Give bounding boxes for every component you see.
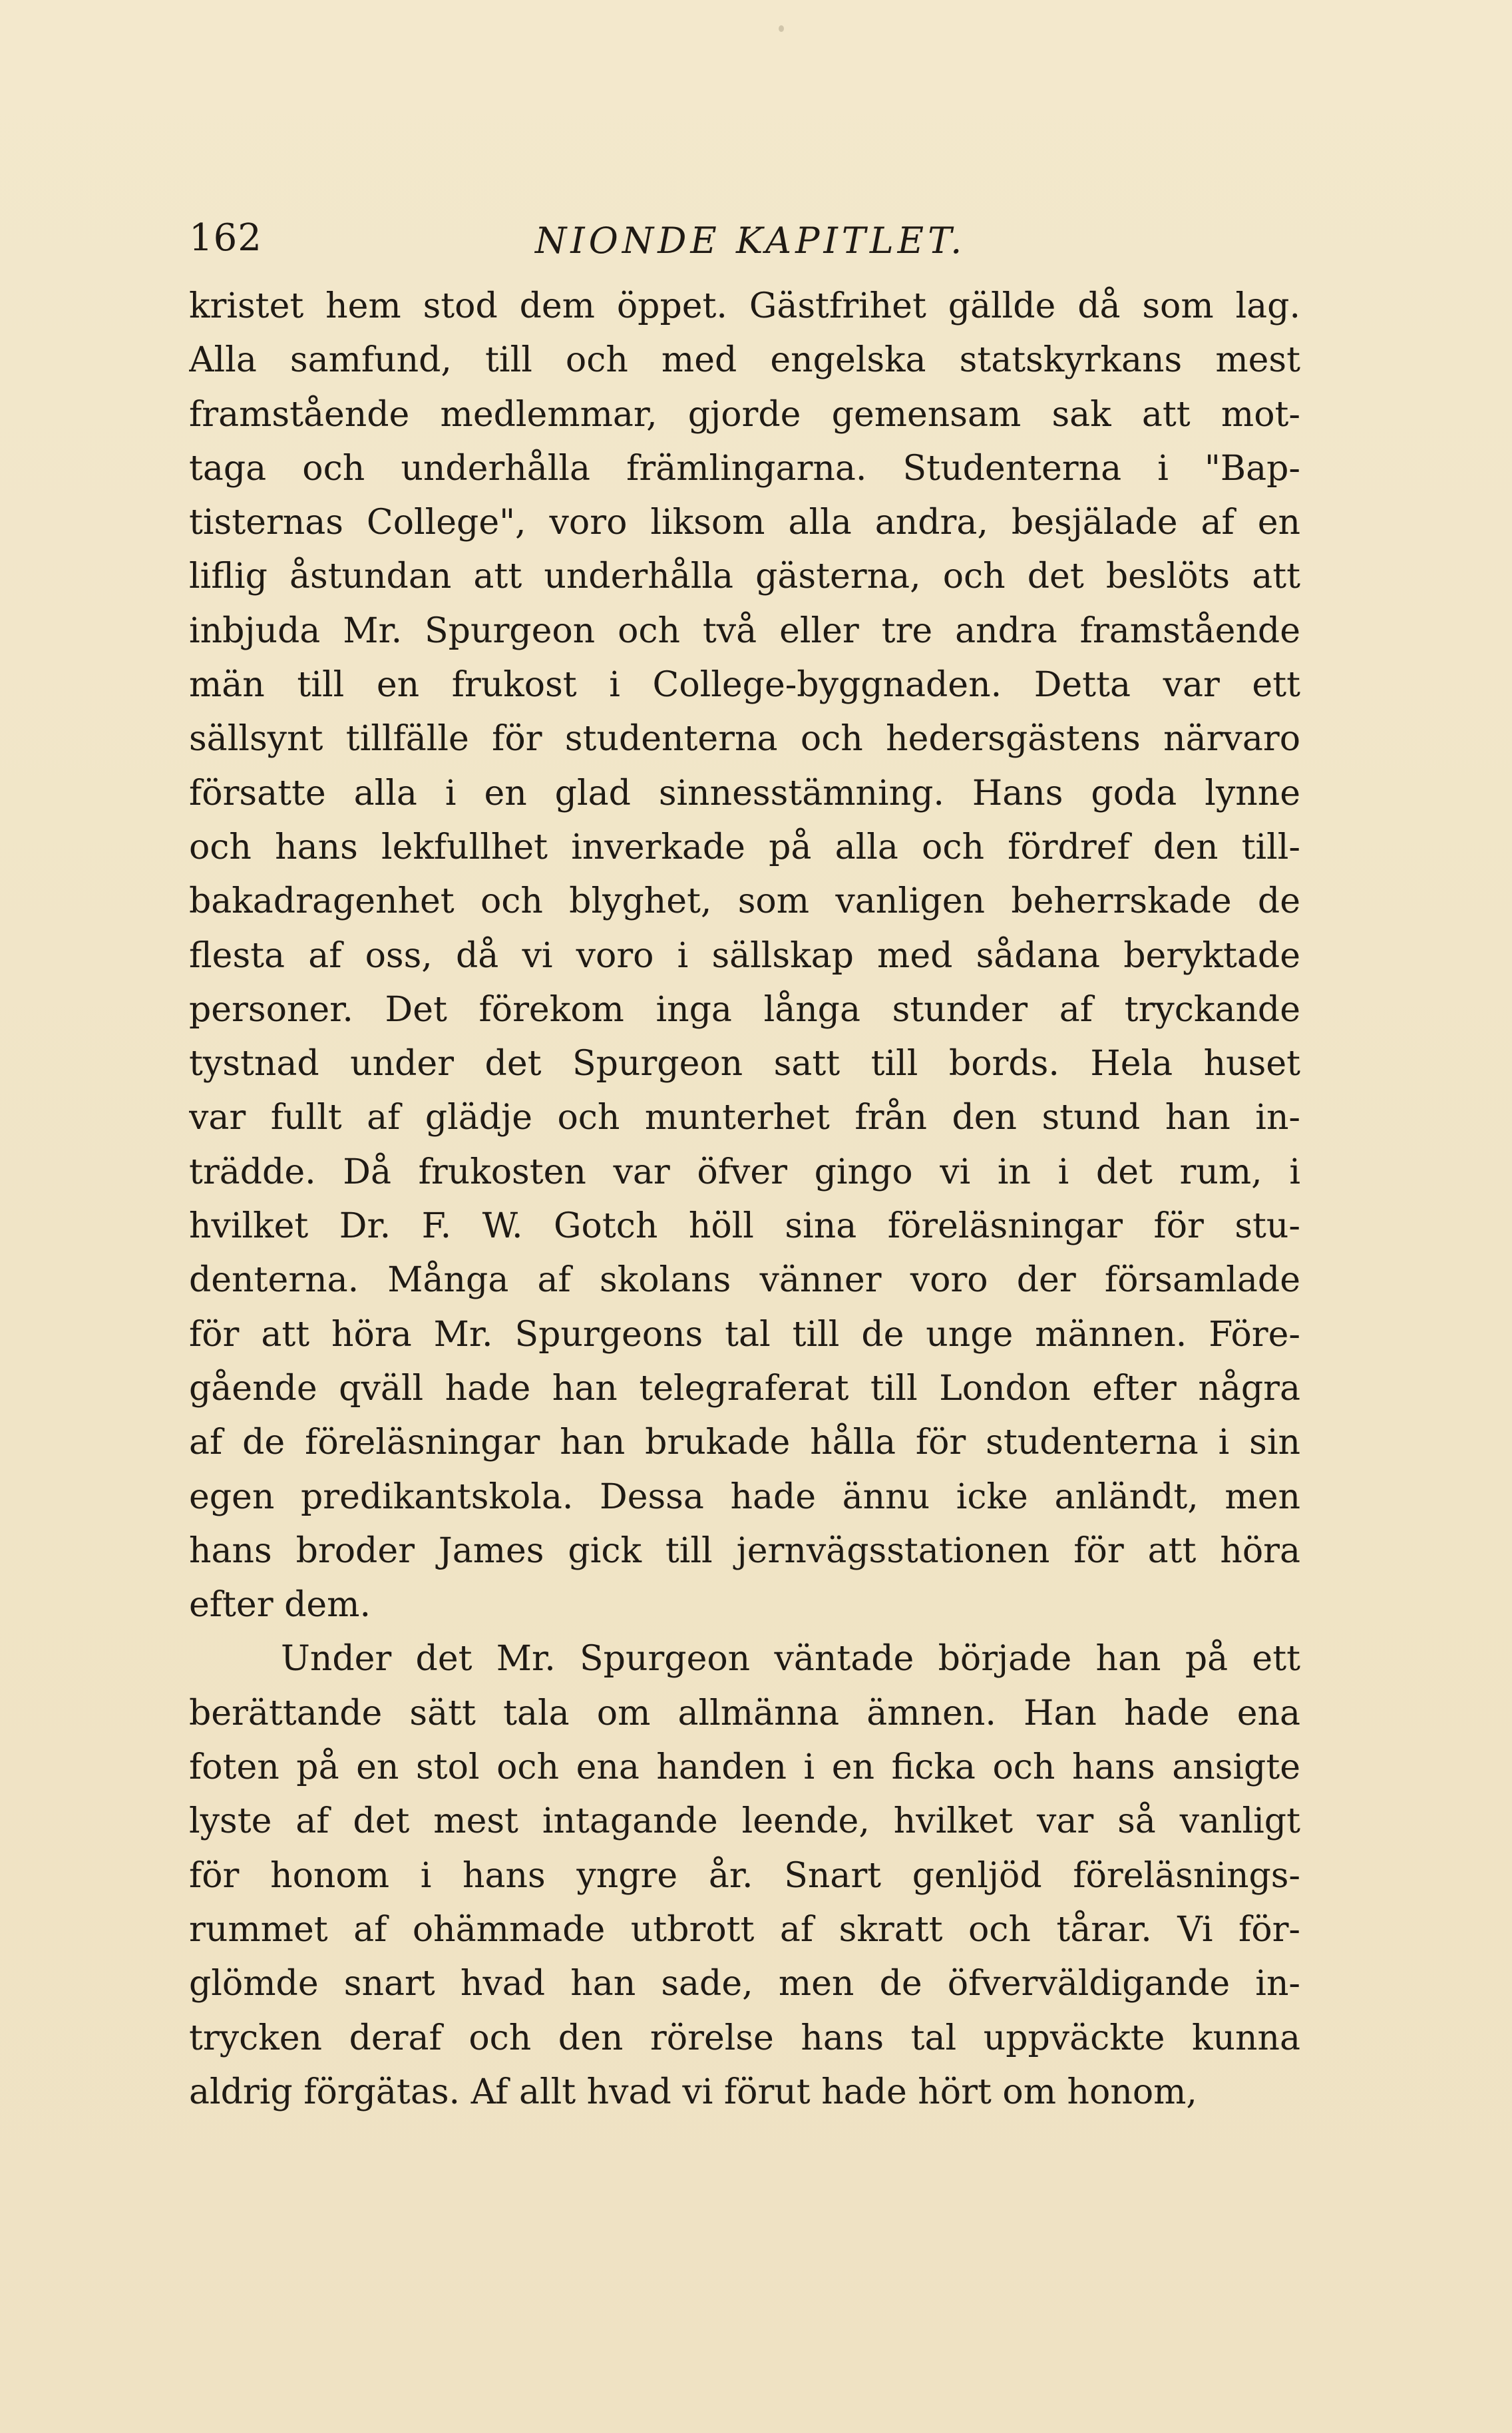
text-line: liflig åstundan att underhålla gästerna, och det beslöts att [189, 556, 1300, 597]
text-line: bakadragenhet och blyghet, som vanligen beherrskade de [189, 881, 1300, 922]
text-line: framstående medlemmar, gjorde gemensam sak att mot- [189, 394, 1300, 435]
paragraph-end-line: efter dem. [189, 1585, 371, 1626]
text-line: tisternas College", voro liksom alla andra, besjälade af en [189, 503, 1300, 543]
paper-speck [779, 25, 784, 32]
text-line: män till en frukost i College-byggnaden. Detta var ett [189, 665, 1300, 706]
text-line: trädde. Då frukosten var öfver gingo vi in i det rum, i [189, 1152, 1300, 1192]
text-line: för honom i hans yngre år. Snart genljöd föreläsnings- [189, 1855, 1300, 1896]
text-line: hvilket Dr. F. W. Gotch höll sina föreläsningar för stu- [189, 1206, 1300, 1247]
body-text [189, 280, 1300, 2119]
paragraph-start-line: Under det Mr. Spurgeon väntade började han på ett [281, 1639, 1300, 1679]
text-line: försatte alla i en glad sinnesstämning. Hans goda lynne [189, 773, 1300, 813]
text-line: lyste af det mest intagande leende, hvilket var så vanligt [189, 1801, 1300, 1842]
text-line: inbjuda Mr. Spurgeon och två eller tre andra framstående [189, 610, 1300, 651]
text-line: hans broder James gick till jernvägsstationen för att höra [189, 1530, 1300, 1571]
text-line: af de föreläsningar han brukade hålla för studenterna i sin [189, 1423, 1300, 1463]
text-line: aldrig förgätas. Af allt hvad vi förut hade hört om honom, [189, 2072, 1197, 2112]
page-number: 162 [189, 216, 262, 260]
text-line: flesta af oss, då vi voro i sällskap med sådana beryktade [189, 935, 1300, 976]
text-line: kristet hem stod dem öppet. Gästfrihet gällde då som lag. [189, 286, 1300, 326]
text-line: sällsynt tillfälle för studenterna och hedersgästens närvaro [189, 719, 1300, 760]
text-line: Alla samfund, till och med engelska statskyrkans mest [189, 340, 1300, 381]
text-line: taga och underhålla främlingarna. Studenterna i "Bap- [189, 448, 1300, 489]
text-line: trycken deraf och den rörelse hans tal uppväckte kunna [189, 2018, 1300, 2058]
text-line: foten på en stol och ena handen i en ficka och hans ansigte [189, 1747, 1300, 1788]
text-line: berättande sätt tala om allmänna ämnen. Han hade ena [189, 1693, 1300, 1733]
text-line: denterna. Många af skolans vänner voro der församlade [189, 1260, 1300, 1301]
text-line: personer. Det förekom inga långa stunder af tryckande [189, 989, 1300, 1030]
text-line: glömde snart hvad han sade, men de öfverväldigande in- [189, 1964, 1300, 2004]
text-line: egen predikantskola. Dessa hade ännu icke anländt, men [189, 1476, 1300, 1517]
text-line: för att höra Mr. Spurgeons tal till de unge männen. Före- [189, 1314, 1300, 1355]
text-line: var fullt af glädje och munterhet från den stund han in- [189, 1098, 1300, 1138]
text-line: och hans lekfullhet inverkade på alla och fördref den till- [189, 827, 1300, 867]
text-line: gående qväll hade han telegraferat till London efter några [189, 1368, 1300, 1409]
text-line: tystnad under det Spurgeon satt till bords. Hela huset [189, 1044, 1300, 1084]
running-head: NIONDE KAPITLET. [535, 220, 966, 262]
page-header [189, 212, 1300, 265]
text-line: rummet af ohämmade utbrott af skratt och tårar. Vi för- [189, 1909, 1300, 1950]
